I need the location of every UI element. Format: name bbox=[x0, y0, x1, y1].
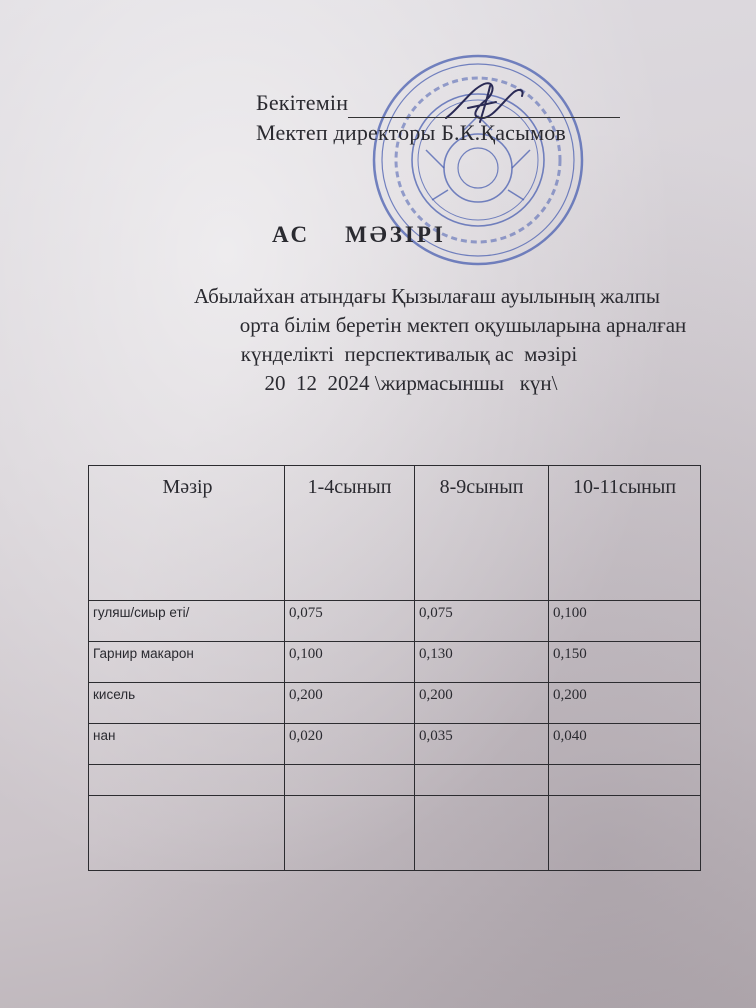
table-row bbox=[89, 683, 701, 724]
table-row bbox=[89, 724, 701, 765]
empty-cell bbox=[549, 796, 701, 871]
portion-grade-8-9: 0,075 bbox=[415, 601, 549, 642]
approve-row bbox=[256, 88, 620, 118]
portion-grade-10-11: 0,200 bbox=[549, 683, 701, 724]
approve-label: Бекітемін bbox=[256, 90, 349, 115]
dish-name: Гарнир макарон bbox=[89, 642, 285, 683]
portion-grade-10-11: 0,150 bbox=[549, 642, 701, 683]
empty-row bbox=[89, 765, 701, 796]
empty-row bbox=[89, 796, 701, 871]
dish-name: гуляш/сиыр еті/ bbox=[89, 601, 285, 642]
header-menu: Мәзір bbox=[89, 466, 285, 601]
portion-grade-8-9: 0,200 bbox=[415, 683, 549, 724]
portion-grade-1-4: 0,020 bbox=[285, 724, 415, 765]
portion-grade-1-4: 0,200 bbox=[285, 683, 415, 724]
signature-line bbox=[348, 97, 620, 118]
table-row bbox=[89, 601, 701, 642]
document-subtitle bbox=[60, 282, 756, 398]
approval-block bbox=[256, 88, 620, 148]
portion-grade-8-9: 0,130 bbox=[415, 642, 549, 683]
header-grade-1-4: 1-4сынып bbox=[285, 466, 415, 601]
subtitle-line-4: 20 12 2024 \жирмасыншы күн\ bbox=[264, 371, 558, 395]
subtitle-line-1: Абылайхан атындағы Қызылағаш ауылының жалпы bbox=[193, 284, 661, 308]
empty-cell bbox=[285, 765, 415, 796]
portion-grade-1-4: 0,100 bbox=[285, 642, 415, 683]
document-title: АС МӘЗІРІ bbox=[272, 222, 446, 247]
director-line: Мектеп директоры Б.К.Қасымов bbox=[256, 120, 567, 145]
header-grade-8-9: 8-9сынып bbox=[415, 466, 549, 601]
table-header-row bbox=[89, 466, 701, 601]
empty-cell bbox=[285, 796, 415, 871]
dish-name: нан bbox=[89, 724, 285, 765]
header-grade-10-11: 10-11сынып bbox=[549, 466, 701, 601]
empty-cell bbox=[89, 796, 285, 871]
empty-cell bbox=[415, 765, 549, 796]
empty-cell bbox=[549, 765, 701, 796]
portion-grade-10-11: 0,100 bbox=[549, 601, 701, 642]
subtitle-line-2: орта білім беретін мектеп оқушыларына арналған bbox=[239, 313, 687, 337]
subtitle-line-3: күнделікті перспективалық ас мәзірі bbox=[240, 342, 578, 366]
table-row bbox=[89, 642, 701, 683]
menu-table bbox=[88, 465, 701, 871]
empty-cell bbox=[89, 765, 285, 796]
portion-grade-8-9: 0,035 bbox=[415, 724, 549, 765]
dish-name: кисель bbox=[89, 683, 285, 724]
empty-cell bbox=[415, 796, 549, 871]
portion-grade-10-11: 0,040 bbox=[549, 724, 701, 765]
portion-grade-1-4: 0,075 bbox=[285, 601, 415, 642]
